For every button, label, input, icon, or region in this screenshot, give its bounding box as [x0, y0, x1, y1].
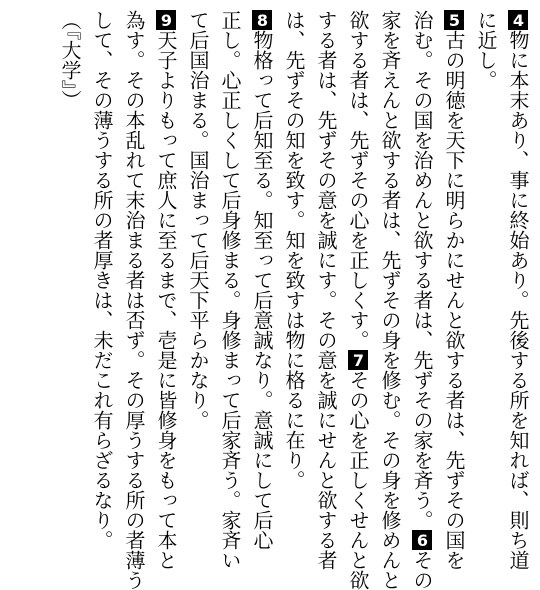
paragraph-5-text-4: 欲する者は、先ずその心を正しくす。 [346, 10, 370, 350]
paragraph-6-text-start: その [410, 550, 434, 590]
source-citation [54, 10, 86, 557]
paragraph-9-line-2 [118, 10, 150, 590]
paragraph-number-4: 4 [509, 10, 528, 30]
paragraph-number-8: 8 [253, 10, 272, 30]
paragraph-5-line-5 [310, 10, 342, 570]
paragraph-5-text-5: する者は、先ずその意を誠にす。その意を誠にせんと欲する者 [314, 10, 338, 570]
paragraph-4-text-1: 物に本末あり、事に終始あり。先後する所を知れば、則ち道 [506, 30, 530, 570]
paragraph-number-6: 6 [413, 530, 432, 550]
paragraph-8-text-3: て后国治まる。国治まって后天下平らかなり。 [186, 10, 210, 430]
paragraph-9-text-1: 天子よりもって庶人に至るまで、壱是に皆修身をもって本と [154, 30, 178, 570]
paragraph-number-7: 7 [349, 350, 368, 370]
paragraph-5-text-2: 治む。その国を治めんと欲する者は、先ずその家を斉う。 [410, 10, 434, 530]
paragraph-5-text-3: 家を斉えんと欲する者は、先ずその身を修む。その身を修めんと [378, 10, 402, 590]
paragraph-4-line-2 [470, 10, 502, 557]
paragraph-5-line-6 [278, 10, 310, 557]
paragraph-5-line-1 [438, 10, 470, 570]
paragraph-5-line-4 [342, 10, 374, 590]
paragraph-9-text-3: して、その薄うする所の者厚きは、未だこれ有らざるなり。 [90, 10, 114, 550]
paragraph-5-text-6: は、先ずその知を致す。知を致すは物に格るに在り。 [282, 10, 306, 490]
paragraph-8-line-1 [246, 10, 278, 557]
paragraph-8-text-2: 正し。心正しくして后身修まる。身修まって后家斉う。家斉い [218, 10, 242, 570]
paragraph-4-line-1 [502, 10, 534, 570]
paragraph-9-line-3 [86, 10, 118, 557]
paragraph-5-line-3 [374, 10, 406, 590]
paragraph-number-5: 5 [445, 10, 464, 30]
paragraph-number-9: 9 [157, 10, 176, 30]
paragraph-8-text-1: 物格って后知至る。知至って后意誠なり。意誠にして后心 [250, 30, 274, 550]
paragraph-7-text-start: その心を正しくせんと欲 [346, 370, 370, 590]
paragraph-5-text-1: 古の明徳を天下に明らかにせんと欲する者は、先ずその国を [442, 30, 466, 570]
paragraph-9-text-2: 為す。その本乱れて末治まる者は否ず。その厚うする所の者薄う [122, 10, 146, 590]
paragraph-9-line-1 [150, 10, 182, 570]
paragraph-8-line-2 [214, 10, 246, 570]
paragraph-4-text-2: に近し。 [474, 10, 498, 90]
paragraph-8-line-3 [182, 10, 214, 557]
source-citation-text: （『大学』） [58, 10, 82, 110]
paragraph-5-line-2 [406, 10, 438, 590]
